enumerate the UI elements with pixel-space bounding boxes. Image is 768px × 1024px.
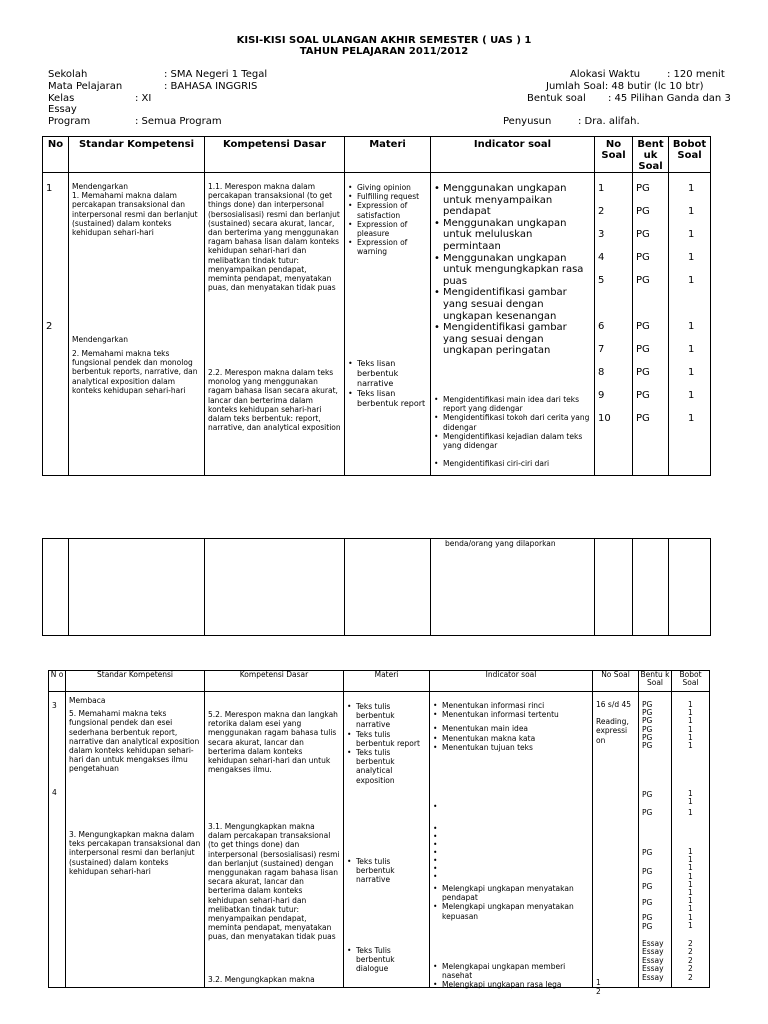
bobot-soal: 1 bbox=[688, 896, 693, 906]
materi-item: • Fulfilling request bbox=[348, 192, 427, 201]
sk-heading: Mendengarkan bbox=[72, 335, 128, 344]
empty-bullet bbox=[433, 802, 444, 811]
bobot-soal: 2 bbox=[688, 972, 693, 982]
bentuk-soal: PG bbox=[642, 882, 653, 891]
bobot-soal: 2 bbox=[688, 947, 693, 957]
bentuk-soal: Essay bbox=[642, 939, 664, 948]
bobot-soal: 1 bbox=[688, 344, 695, 355]
bentuk-soal: Essay bbox=[642, 964, 664, 974]
document-subtitle: TAHUN PELAJARAN 2011/2012 bbox=[299, 46, 469, 57]
indicator-item: • Menentukan tujuan teks bbox=[433, 743, 589, 752]
indicator-continuation: benda/orang yang dilaporkan bbox=[445, 539, 556, 548]
indicator-item: • Melengkapi ungkapan menyatakan kepuasan bbox=[433, 902, 589, 920]
materi-item: • Teks tulis berbentuk narrative bbox=[347, 857, 426, 885]
col-header-bentuk-soal: Bentu k Soal bbox=[639, 671, 672, 692]
bentuk-soal: PG bbox=[636, 321, 650, 332]
bentuk-soal: PG bbox=[636, 390, 650, 401]
indicator-item: • Menentukan informasi rinci bbox=[433, 701, 589, 710]
col-header-standar-kompetensi: Standar Kompetensi bbox=[69, 137, 205, 173]
col-header-standar-kompetensi: Standar Kompetensi bbox=[66, 671, 205, 692]
bobot-soal: 1 bbox=[688, 206, 695, 217]
penyusun-value: : Dra. alifah. bbox=[578, 116, 640, 127]
bobot-soal: 1 bbox=[688, 321, 695, 332]
no-soal-note: Reading, expressi on bbox=[596, 717, 629, 745]
bentuk-soal: PG bbox=[636, 229, 650, 240]
essay-label: Essay bbox=[48, 104, 77, 115]
col-header-no: No bbox=[43, 137, 69, 173]
program-value: : Semua Program bbox=[135, 116, 222, 127]
materi-item: • Giving opinion bbox=[348, 183, 427, 192]
bobot-soal: 1 bbox=[688, 789, 693, 798]
row-number: 1 bbox=[46, 183, 53, 194]
indicator-item: • Mengidentifikasi main idea dari teks report yang didengar bbox=[434, 395, 591, 413]
empty-bullet bbox=[433, 873, 444, 881]
materi-item: • Teks lisan berbentuk narrative bbox=[348, 359, 427, 389]
bobot-soal: 1 bbox=[688, 879, 693, 889]
indicator-item: • Mengidentifikasi ciri-ciri dari bbox=[434, 459, 591, 468]
materi-item: • Teks lisan berbentuk report bbox=[348, 389, 427, 409]
bobot-soal: 1 bbox=[688, 413, 695, 424]
kisi-table-continuation bbox=[42, 538, 711, 636]
row-number: 2 bbox=[46, 321, 53, 332]
indicator-item: • Melengkapi ungkapan rasa lega bbox=[433, 980, 589, 989]
materi-item: • Teks Tulis berbentuk dialogue bbox=[347, 946, 426, 974]
bobot-soal: 1 bbox=[688, 920, 693, 930]
col-header-kompetensi-dasar: Kompetensi Dasar bbox=[205, 137, 345, 173]
bentuk-soal: PG bbox=[642, 808, 653, 817]
bobot-soal: 1 bbox=[688, 847, 693, 856]
bobot-soal: 1 bbox=[688, 700, 693, 709]
indicator-item: • Mengidentifikasi tokoh dari cerita yang didengar bbox=[434, 413, 591, 431]
indicator-item: • Melengkapai ungkapan memberi nasehat bbox=[433, 962, 589, 980]
no-soal: 1 bbox=[596, 978, 601, 987]
sekolah-label: Sekolah bbox=[48, 69, 88, 80]
bentuk-soal: PG bbox=[636, 206, 650, 217]
kd-text: 3.1. Mengungkapkan makna dalam percakapan transaksional (to get things done) dan interpersonal (bersosialisasi) resmi dan berlanjut (sustained) dengan menggunakan ragam bahasa lisan secara akurat, lancar dan berterima dalam konteks kehidupan sehari-hari dan melibatkan tindak tutur: menyampaikan pendapat, meminta pendapat, menyatakan puas, dan menyatakan tidak puas bbox=[208, 822, 340, 942]
bobot-soal: 1 bbox=[688, 367, 695, 378]
bentuk-soal: PG bbox=[642, 922, 653, 931]
kelas-label: Kelas bbox=[48, 93, 75, 104]
kd-text: 5.2. Merespon makna dan langkah retorika dalam esei yang menggunakan ragam bahasa tulis secara akurat, lancar dan berterima dalam konteks kehidupan sehari-hari dan untuk mengakses ilmu. bbox=[208, 710, 338, 775]
sekolah-value: : SMA Negeri 1 Tegal bbox=[164, 69, 268, 80]
bobot-soal: 1 bbox=[688, 888, 693, 898]
bentuk-soal: Essay bbox=[642, 947, 664, 957]
bobot-soal: 1 bbox=[688, 904, 693, 914]
materi-item: • Teks tulis berbentuk report bbox=[347, 730, 426, 748]
indicator-item: • Melengkapi ungkapan menyatakan pendapat bbox=[433, 884, 589, 902]
bentuk-value: : 45 Pilihan Ganda dan 3 bbox=[608, 93, 731, 104]
bentuk-soal: PG bbox=[642, 700, 653, 709]
penyusun-label: Penyusun bbox=[503, 116, 552, 127]
indicator-item: • Menggunakan ungkapan untuk mengungkapkan rasa puas bbox=[434, 253, 591, 288]
col-header-no-soal: No Soal bbox=[595, 137, 633, 173]
bentuk-soal: PG bbox=[636, 252, 650, 263]
kelas-value: : XI bbox=[135, 93, 152, 104]
bobot-soal: 2 bbox=[688, 955, 693, 965]
bentuk-soal: PG bbox=[642, 724, 653, 734]
col-header-kompetensi-dasar: Kompetensi Dasar bbox=[205, 671, 344, 692]
bobot-soal: 1 bbox=[688, 912, 693, 922]
col-header-no-soal: No Soal bbox=[593, 671, 639, 692]
bentuk-soal: Essay bbox=[642, 955, 664, 965]
bentuk-soal: PG bbox=[636, 367, 650, 378]
indicator-item: • Menentukan informasi tertentu bbox=[433, 710, 589, 719]
bentuk-soal: PG bbox=[642, 708, 653, 718]
bentuk-soal: PG bbox=[642, 716, 653, 726]
bobot-soal: 1 bbox=[688, 741, 693, 751]
jumlah-soal: Jumlah Soal: 48 butir (lc 10 btr) bbox=[546, 81, 704, 92]
indicator-item: • Menentukan main idea bbox=[433, 724, 589, 733]
bentuk-soal: PG bbox=[642, 741, 653, 751]
indicator-item: • Menggunakan ungkapan untuk meluluskan permintaan bbox=[434, 218, 591, 253]
kisi-table-3 bbox=[48, 670, 710, 996]
bobot-soal: 1 bbox=[688, 732, 693, 742]
bentuk-soal: PG bbox=[636, 183, 650, 194]
bobot-soal: 2 bbox=[688, 939, 693, 948]
no-soal: 1 bbox=[598, 183, 605, 194]
bobot-soal: 1 bbox=[688, 855, 693, 865]
bobot-soal: 1 bbox=[688, 252, 695, 263]
document-title: KISI-KISI SOAL ULANGAN AKHIR SEMESTER ( UAS ) 1 bbox=[236, 35, 532, 46]
bobot-soal: 1 bbox=[688, 390, 695, 401]
bentuk-soal: PG bbox=[636, 413, 650, 424]
materi-item: • Expression of satisfaction bbox=[348, 201, 427, 219]
sk-heading: Mendengarkan bbox=[72, 182, 128, 191]
bentuk-soal: PG bbox=[636, 275, 650, 286]
bobot-soal: 1 bbox=[688, 708, 693, 718]
col-header-bentuk-soal: Bent uk Soal bbox=[633, 137, 669, 173]
alokasi-label: Alokasi Waktu bbox=[570, 69, 641, 80]
no-soal: 6 bbox=[598, 321, 605, 332]
col-header-indicator: Indicator soal bbox=[431, 137, 595, 173]
bobot-soal: 1 bbox=[688, 808, 693, 817]
bentuk-soal: PG bbox=[642, 867, 653, 876]
mapel-label: Mata Pelajaran bbox=[48, 81, 123, 92]
bentuk-soal: PG bbox=[642, 913, 653, 922]
bobot-soal: 1 bbox=[688, 724, 693, 734]
bentuk-soal: PG bbox=[642, 732, 653, 742]
no-soal-range: 16 s/d 45 bbox=[596, 700, 632, 709]
sk-heading: Membaca bbox=[69, 696, 106, 705]
bentuk-soal: PG bbox=[636, 344, 650, 355]
bentuk-soal: PG bbox=[642, 848, 653, 857]
no-soal: 2 bbox=[598, 206, 605, 217]
indicator-item: • Mengidentifikasi kejadian dalam teks yang didengar bbox=[434, 432, 591, 450]
bentuk-soal: PG bbox=[642, 790, 653, 799]
no-soal: 2 bbox=[596, 987, 601, 996]
sk-text: 5. Memahami makna teks fungsional pendek dan esei sederhana berbentuk report, narrative dan analytical exposition dalam konteks kehidupan sehari-hari dan untuk mengakses ilmu pengetahuan bbox=[69, 709, 200, 774]
bentuk-soal: Essay bbox=[642, 972, 664, 982]
sk-text: 1. Memahami makna dalam percakapan transaksional dan interpersonal resmi dan berlanjut (sustained) dalam konteks kehidupan sehari-hari bbox=[72, 191, 198, 238]
row-number: 3 bbox=[52, 701, 57, 710]
bobot-soal: 1 bbox=[688, 275, 695, 286]
sk-text: 3. Mengungkapkan makna dalam teks percakapan transaksional dan interpersonal resmi dan berlanjut (sustained) dalam konteks kehidupan sehari-hari bbox=[69, 830, 201, 876]
bobot-soal: 1 bbox=[688, 863, 693, 873]
col-header-no: N o bbox=[49, 671, 66, 692]
kd-text: 3.2. Mengungkapkan makna bbox=[208, 975, 315, 984]
bentuk-soal: PG bbox=[642, 898, 653, 907]
bobot-soal: 1 bbox=[688, 229, 695, 240]
program-label: Program bbox=[48, 116, 91, 127]
materi-item: • Teks tulis berbentuk analytical exposition bbox=[347, 748, 426, 785]
materi-item: • Expression of pleasure bbox=[348, 220, 427, 238]
indicator-item: • Menentukan makna kata bbox=[433, 734, 589, 743]
kisi-table-1 bbox=[42, 136, 711, 476]
col-header-materi: Materi bbox=[344, 671, 430, 692]
no-soal: 10 bbox=[598, 413, 611, 424]
col-header-indicator: Indicator soal bbox=[430, 671, 593, 692]
bobot-soal: 2 bbox=[688, 964, 693, 974]
sk-text: 2. Memahami makna teks fungsional pendek dan monolog berbentuk reports, narrative, dan analytical exposition dalam konteks kehidupan sehari-hari bbox=[72, 349, 198, 395]
indicator-item: • Mengidentifikasi gambar yang sesuai dengan ungkapan kesenangan bbox=[434, 287, 591, 322]
kd-text: 2.2. Merespon makna dalam teks monolog yang menggunakan ragam bahasa lisan secara akurat, lancar dan berterima dalam konteks kehidupan sehari-hari dalam teks berbentuk: report, narrative, dan analytical exposition bbox=[208, 368, 341, 433]
no-soal: 3 bbox=[598, 229, 605, 240]
materi-item: • Teks tulis berbentuk narrative bbox=[347, 702, 426, 730]
col-header-bobot-soal: Bobot Soal bbox=[669, 137, 711, 173]
no-soal: 8 bbox=[598, 367, 605, 378]
col-header-bobot-soal: Bobot Soal bbox=[672, 671, 710, 692]
bobot-soal: 1 bbox=[688, 797, 693, 807]
bobot-soal: 1 bbox=[688, 183, 695, 194]
no-soal: 4 bbox=[598, 252, 605, 263]
indicator-item: • Mengidentifikasi gambar yang sesuai dengan ungkapan peringatan bbox=[434, 322, 591, 357]
bobot-soal: 1 bbox=[688, 871, 693, 881]
alokasi-value: : 120 menit bbox=[667, 69, 725, 80]
mapel-value: : BAHASA INGGRIS bbox=[164, 81, 258, 92]
kd-text: 1.1. Merespon makna dalam percakapan transaksional (to get things done) dan interpersonal (bersosialisasi) resmi dan berlanjut (sustained) secara akurat, lancar, dan berterima yang menggunakan ragam bahasa lisan dalam konteks kehidupan sehari-hari dan melibatkan tindak tutur: menyampaikan pendapat, meminta pendapat, menyatakan puas, dan menyatakan tidak puas bbox=[208, 182, 340, 293]
row-number: 4 bbox=[52, 788, 57, 797]
bentuk-label: Bentuk soal bbox=[527, 93, 586, 104]
no-soal: 5 bbox=[598, 275, 605, 286]
col-header-materi: Materi bbox=[345, 137, 431, 173]
bobot-soal: 1 bbox=[688, 716, 693, 726]
no-soal: 9 bbox=[598, 390, 605, 401]
materi-item: • Expression of warning bbox=[348, 238, 427, 256]
indicator-item: • Menggunakan ungkapan untuk menyampaikan pendapat bbox=[434, 183, 591, 218]
no-soal: 7 bbox=[598, 344, 605, 355]
